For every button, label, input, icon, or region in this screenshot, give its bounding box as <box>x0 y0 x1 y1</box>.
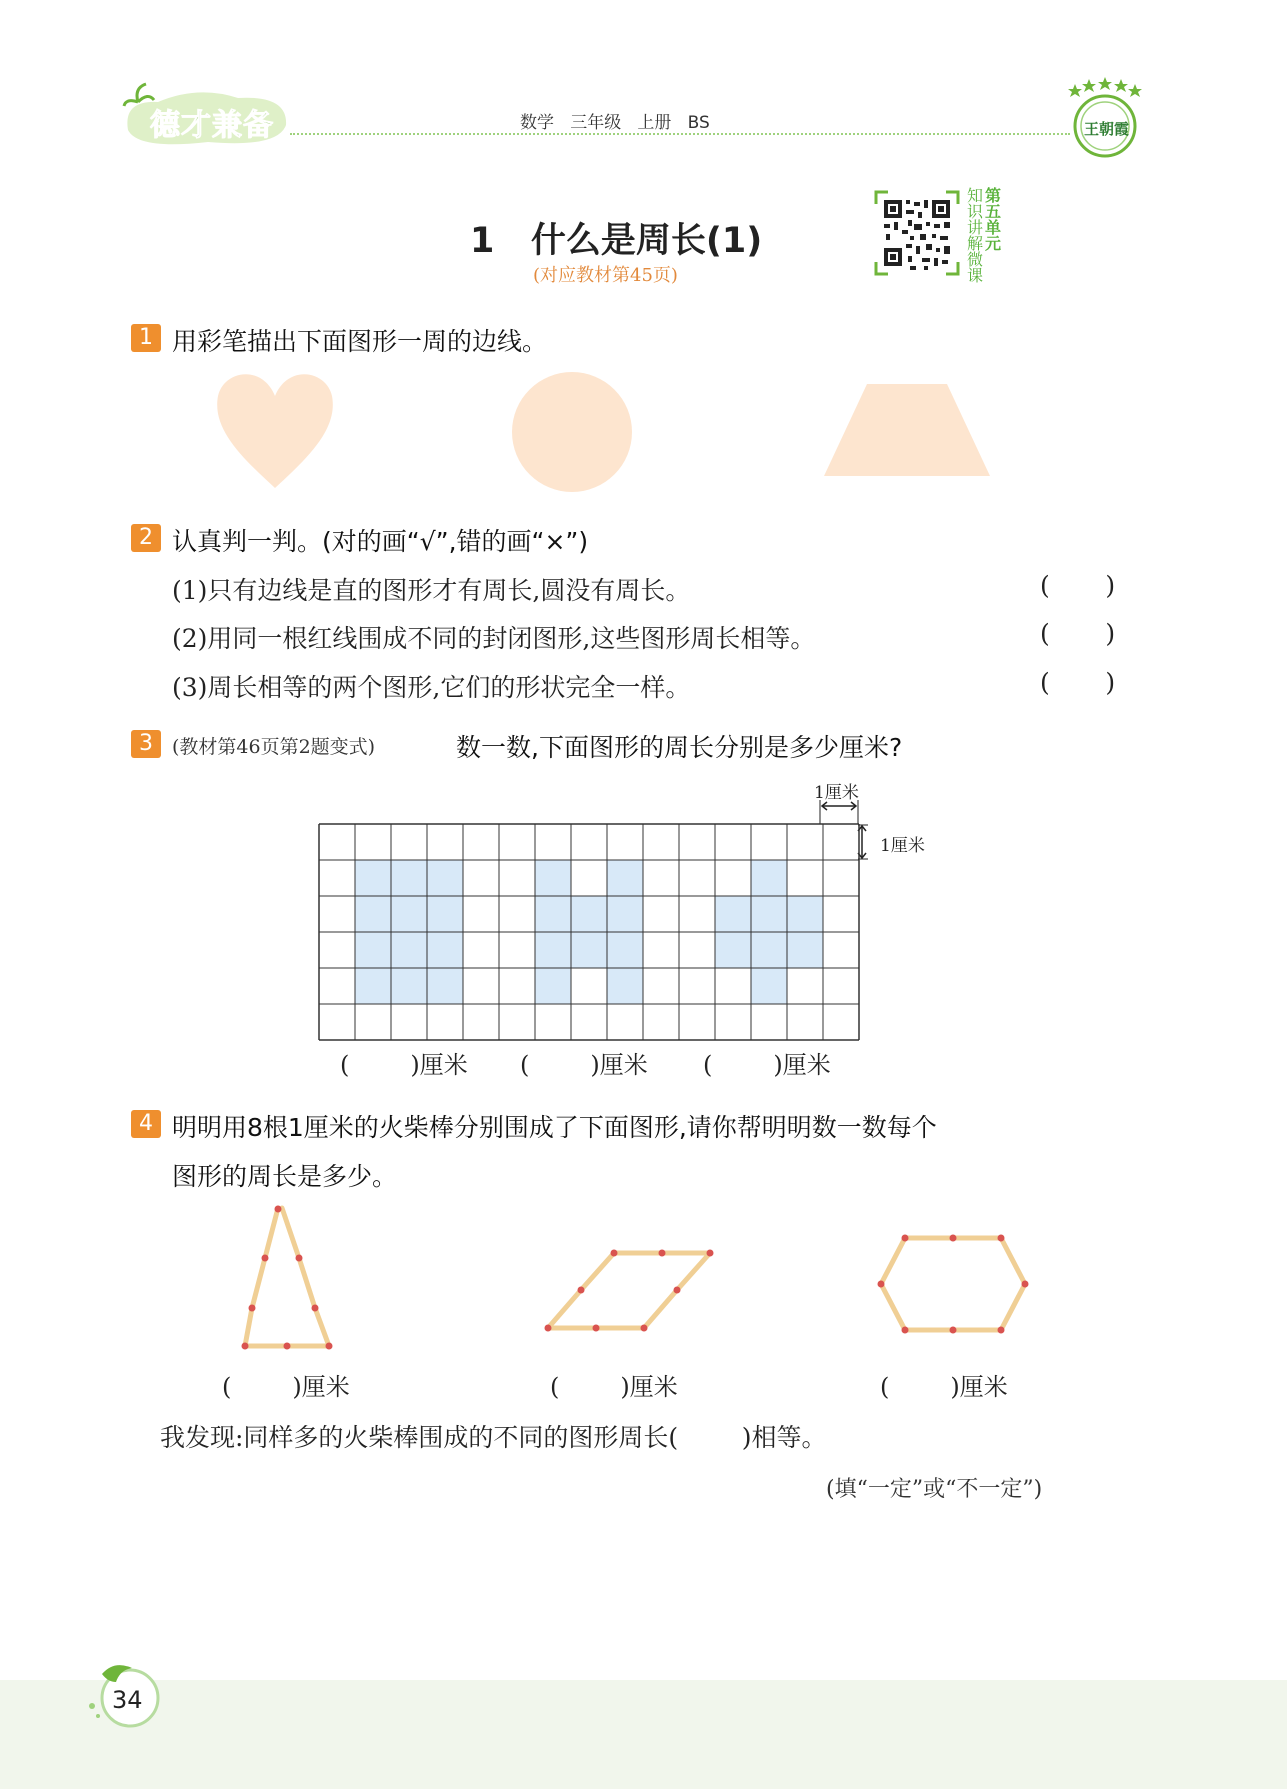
trapezoid-shape[interactable] <box>822 384 992 478</box>
judge-item-1: (1)只有边线是直的图形才有周长,圆没有周长。 <box>172 576 691 605</box>
unit-label-horizontal: 1厘米 <box>814 783 859 803</box>
grid-filled-cell <box>427 932 463 968</box>
qr-side-col1: 知识讲解微课 <box>966 186 983 285</box>
judge-item-3: (3)周长相等的两个图形,它们的形状完全一样。 <box>172 673 691 702</box>
question-4-text-line1: 明明用8根1厘米的火柴棒分别围成了下面图形,请你帮明明数一数每个 <box>172 1113 937 1142</box>
matchstick-hexagon <box>875 1230 1041 1340</box>
question-1-text: 用彩笔描出下面图形一周的边线。 <box>172 327 548 356</box>
grid-filled-cell <box>607 932 643 968</box>
perimeter-grid <box>318 823 862 1041</box>
judge-answer-3[interactable]: ( ) <box>1040 668 1116 697</box>
grid-filled-cell <box>355 860 391 896</box>
heart-shape[interactable] <box>210 366 340 492</box>
grid-filled-cell <box>355 896 391 932</box>
q3-answer-3[interactable]: ( )厘米 <box>703 1051 831 1079</box>
lesson-title: 1 什么是周长(1) <box>470 221 763 261</box>
grid-filled-cell <box>355 932 391 968</box>
grid-filled-cell <box>571 896 607 932</box>
circle-shape[interactable] <box>510 370 634 494</box>
question-number-4: 4 <box>131 1110 161 1138</box>
unit-label-vertical: 1厘米 <box>880 836 925 856</box>
question-4-text-line2: 图形的周长是多少。 <box>172 1162 398 1191</box>
grid-filled-cell <box>427 968 463 1004</box>
question-3-text: 数一数,下面图形的周长分别是多少厘米? <box>456 733 903 762</box>
judge-answer-1[interactable]: ( ) <box>1040 571 1116 600</box>
matchstick-parallelogram <box>540 1244 720 1334</box>
question-3-source: (教材第46页第2题变式) <box>172 736 376 758</box>
grid-filled-cell <box>391 932 427 968</box>
lesson-subtitle: (对应教材第45页) <box>533 265 678 286</box>
footer-background <box>0 1680 1287 1789</box>
page-number: 34 <box>112 1686 143 1714</box>
header-subject-line: 数学 三年级 上册 BS <box>520 113 710 133</box>
grid-filled-cell <box>391 968 427 1004</box>
qr-side-label <box>966 188 1006 284</box>
grid-filled-cell <box>355 968 391 1004</box>
grid-filled-cell <box>787 896 823 932</box>
grid-filled-cell <box>427 860 463 896</box>
grid-filled-cell <box>751 968 787 1004</box>
q4-finding[interactable]: 我发现:同样多的火柴棒围成的不同的图形周长( )相等。 <box>160 1423 827 1452</box>
header-divider <box>290 133 1070 135</box>
q4-answer-3[interactable]: ( )厘米 <box>880 1373 1008 1401</box>
grid-filled-cell <box>571 932 607 968</box>
grid-filled-cell <box>535 968 571 1004</box>
grid-filled-cell <box>427 896 463 932</box>
grid-filled-cell <box>607 896 643 932</box>
q4-answer-2[interactable]: ( )厘米 <box>550 1373 678 1401</box>
grid-filled-cell <box>715 896 751 932</box>
grid-filled-cell <box>535 932 571 968</box>
question-number-3: 3 <box>131 730 161 758</box>
question-number-2: 2 <box>131 524 161 552</box>
matchstick-triangle <box>235 1200 365 1352</box>
grid-filled-cell <box>787 932 823 968</box>
brand-logo-text: 德才兼备 <box>150 108 274 143</box>
judge-item-2: (2)用同一根红线围成不同的封闭图形,这些图形周长相等。 <box>172 624 816 653</box>
grid-filled-cell <box>607 968 643 1004</box>
grid-filled-cell <box>751 932 787 968</box>
qr-side-col2: 第五单元 <box>984 186 1001 253</box>
grid-filled-cell <box>751 896 787 932</box>
q3-answer-2[interactable]: ( )厘米 <box>520 1051 648 1079</box>
q4-answer-1[interactable]: ( )厘米 <box>222 1373 350 1401</box>
grid-filled-cell <box>607 860 643 896</box>
judge-answer-2[interactable]: ( ) <box>1040 619 1116 648</box>
grid-filled-cell <box>391 860 427 896</box>
question-number-1: 1 <box>131 324 161 352</box>
question-2-text: 认真判一判。(对的画“√”,错的画“×”) <box>172 527 589 556</box>
grid-filled-cell <box>715 932 751 968</box>
q4-hint: (填“一定”或“不一定”) <box>826 1477 1043 1502</box>
grid-filled-cell <box>751 860 787 896</box>
q3-answer-1[interactable]: ( )厘米 <box>340 1051 468 1079</box>
grid-filled-cell <box>535 896 571 932</box>
grid-filled-cell <box>535 860 571 896</box>
qr-code[interactable] <box>874 190 960 276</box>
badge-name: 王朝霞 <box>1084 120 1130 138</box>
grid-filled-cell <box>391 896 427 932</box>
